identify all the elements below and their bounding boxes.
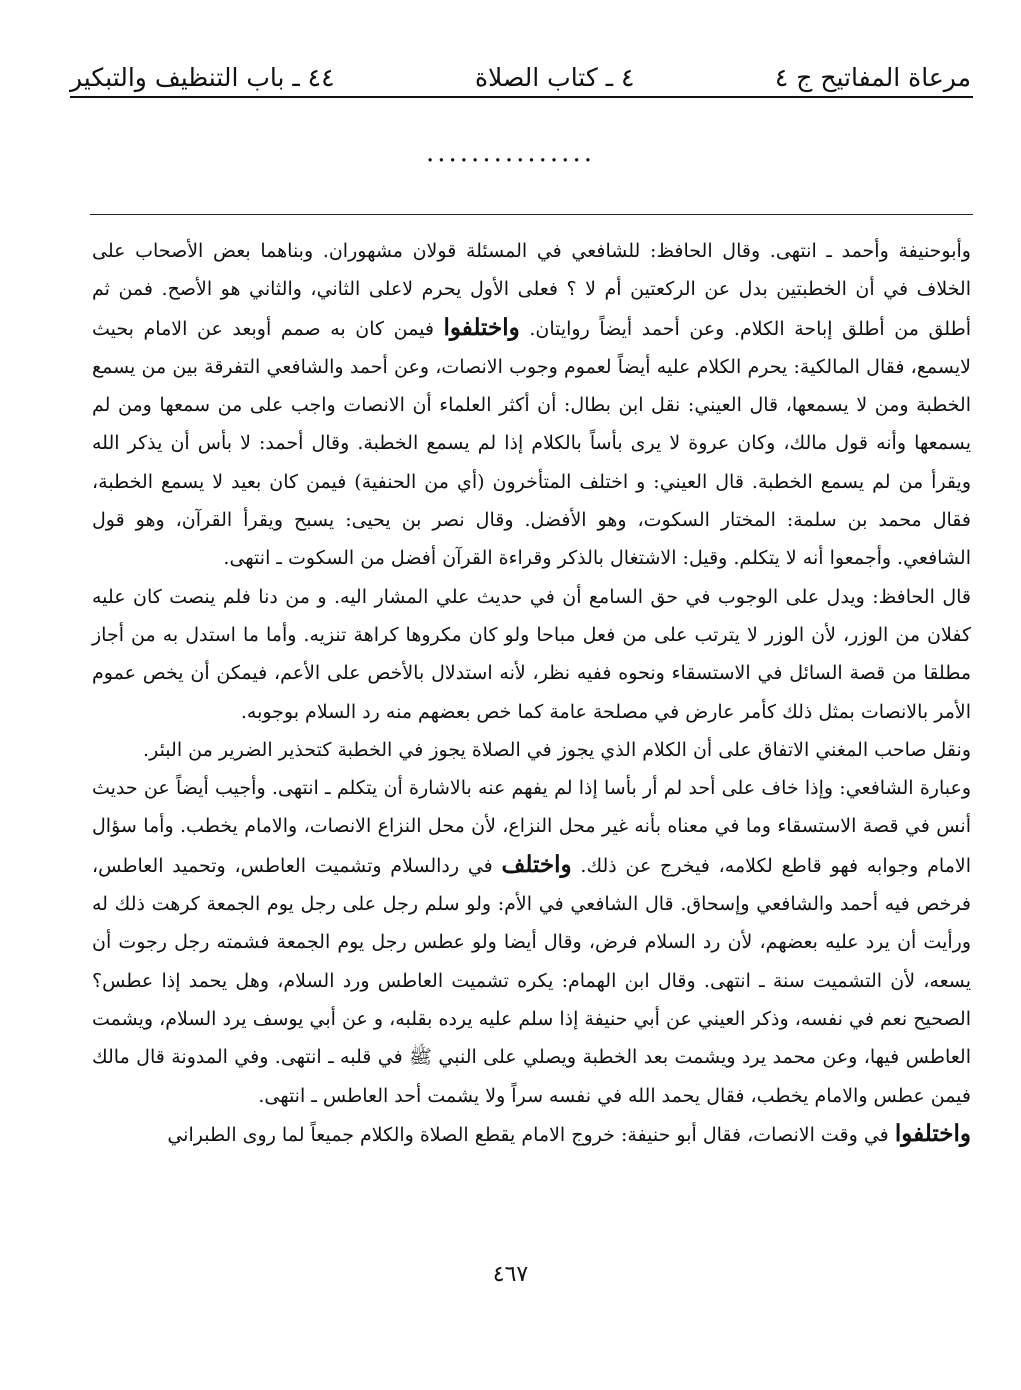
paragraph	[92, 232, 971, 578]
page-number: ٤٦٧	[492, 1262, 529, 1287]
header-book-title: ٤ ـ كتاب الصلاة	[474, 63, 635, 92]
paragraph-text: في ردالسلام وتشميت العاطس، وتحميد العاطس، فرخص فيه أحمد والشافعي وإسحاق. قال الشافعي في الأم: ولو سلم رجل على رجل يوم الجمعة كرهت ذلك له ورأيت أن يرد عليه بعضهم، لأن رد السلام فرض، وقال أيضا ولو عطس رجل يوم الجمعة فشمته رجل رجوت أن يسعه، لأن التشميت سنة ـ انتهى. وقال ابن الهمام: يكره تشميت العاطس ورد السلام، وهل يحمد إذا عطس؟ الصحيح نعم في نفسه، وذكر العيني عن أبي حنيفة إذا سلم عليه يرده بقلبه، و عن أبي يوسف يرد السلام، ويشمت العاطس فيها، وعن محمد يرد ويشمت بعد الخطبة ويصلي على النبي ﷺ في قلبه ـ انتهى. وفي المدونة قال مالك فيمن عطس والامام يخطب، فقال يحمد الله في نفسه سراً ولا يشمت أحد العاطس ـ انتهى.	[92, 854, 971, 1107]
paragraph-text: ونقل صاحب المغني الاتفاق على أن الكلام الذي يجوز في الصلاة يجوز في الخطبة كتحذير الضرير من البئر.	[143, 738, 971, 761]
paragraph-text: وأبوحنيفة وأحمد ـ انتهى. وقال الحافظ: للشافعي في المسئلة قولان مشهوران. وبناهما بعض الأصحاب على الخلاف في أن الخطبتين بدل عن الركعتين أم لا ؟ فعلى الأول يحرم لاعلى الثاني، والثاني هو الأصح. فمن ثم أطلق من أطلق إباحة الكلام. وعن أحمد أيضاً روايتان.	[92, 240, 972, 340]
keyword-heading: واختلفوا	[443, 313, 520, 341]
paragraph	[92, 731, 971, 769]
paragraph-text: وعبارة الشافعي: وإذا خاف على أحد لم أر بأسا إذا لم يفهم عنه بالاشارة أن يتكلم ـ انتهى. وأجيب أيضاً عن حديث أنس في قصة الاستسقاء وما في معناه بأنه غير محل النزاع، لأن محل النزاع الانصات، والامام يخطب. وأما سؤال الامام وجوابه فهو قاطع لكلامه، فيخرج عن ذلك.	[92, 777, 971, 877]
paragraph-text: في وقت الانصات، فقال أبو حنيفة: خروج الامام يقطع الصلاة والكلام جميعاً لما روى الطبراني	[167, 1123, 889, 1146]
header-book-volume: مرعاة المفاتيح ج ٤	[774, 63, 971, 92]
footnote-rule	[90, 214, 973, 215]
keyword-heading: واختلفوا	[894, 1119, 971, 1147]
header-rule	[70, 96, 973, 98]
paragraph	[92, 578, 971, 731]
commentary-text	[92, 232, 971, 1154]
section-separator: ...............	[426, 138, 595, 168]
paragraph	[92, 769, 971, 1115]
running-header	[70, 44, 971, 92]
header-chapter-title: ٤٤ ـ باب التنظيف والتبكير	[70, 63, 335, 92]
paragraph-text: قال الحافظ: ويدل على الوجوب في حق السامع أن في حديث علي المشار اليه. و من دنا فلم ينصت كان عليه كفلان من الوزر، لأن الوزر لا يترتب على من فعل مباحا ولو كان مكروها كراهة تنزيه. وأما ما استدل به من أجاز مطلقا من قصة السائل في الاستسقاء ونحوه ففيه نظر، لأنه استدلال بالأخص على الأعم، فيمكن أن يخص عموم الأمر بالانصات بمثل ذلك كأمر عارض في مصلحة عامة كما خص بعضهم منه رد السلام بوجوبه.	[92, 585, 971, 723]
paragraph	[92, 1115, 971, 1154]
keyword-heading: واختلف	[501, 850, 572, 878]
paragraph-text: فيمن كان به صمم أوبعد عن الامام بحيث لايسمع، فقال المالكية: يحرم الكلام عليه أيضاً لعموم وجوب الانصات، وعن أحمد والشافعي التفرقة بين من يسمع الخطبة ومن لا يسمعها، قال العيني: نقل ابن بطال: أن أكثر العلماء أن الانصات واجب على من سمعها ومن لم يسمعها وأنه قول مالك، وكان عروة لا يرى بأساً بالكلام إذا لم يسمع الخطبة. وقال أحمد: لا بأس أن يذكر الله ويقرأ من لم يسمع الخطبة. قال العيني: و اختلف المتأخرون (أي من الحنفية) فيمن كان بعيد لا يسمع الخطبة، فقال محمد بن سلمة: المختار السكوت، وهو الأفضل. وقال نصر بن يحيى: يسبح ويقرأ القرآن، وهو قول الشافعي. وأجمعوا أنه لا يتكلم. وقيل: الاشتغال بالذكر وقراءة القرآن أفضل من السكوت ـ انتهى.	[92, 317, 971, 570]
